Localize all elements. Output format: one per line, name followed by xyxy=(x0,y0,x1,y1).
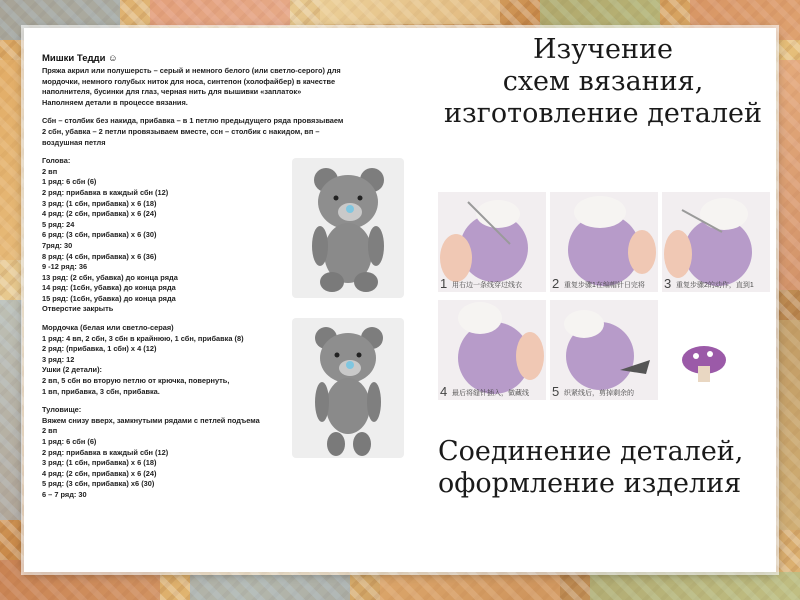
pattern-intro xyxy=(42,66,408,108)
body-line: 2 ряд: прибавка в каждый сбн (12) xyxy=(42,447,169,457)
head-line: Голова: xyxy=(42,156,71,166)
teddy-bear-photo-1 xyxy=(292,158,404,298)
heading-assembly: Соединение деталей, оформление изделия xyxy=(438,436,744,499)
muzzle-line: 1 вп, прибавка, 3 сбн, прибавка. xyxy=(42,386,160,396)
legend-line: Сбн – столбик без накида, прибавка – в 1 петлю предыдущего ряда провязываем xyxy=(42,116,344,126)
head-line: 8 ряд: (4 сбн, прибавка) х 6 (36) xyxy=(42,251,157,261)
muzzle-line: 1 ряд: 4 вп, 2 сбн, 3 сбн в крайнюю, 1 сбн, прибавка (8) xyxy=(42,333,244,343)
head-line: 5 ряд: 24 xyxy=(42,219,75,229)
muzzle-line: 2 вп, 5 сбн во вторую петлю от крючка, повернуть, xyxy=(42,376,230,386)
head-line: Отверстие закрыть xyxy=(42,304,114,314)
head-line: 6 ряд: (3 сбн, прибавка) х 6 (30) xyxy=(42,230,157,240)
muzzle-line: 3 ряд: 12 xyxy=(42,354,75,364)
teddy-bear-photo-2 xyxy=(292,318,404,458)
body-line: 4 ряд: (2 сбн, прибавка) х 6 (24) xyxy=(42,468,157,478)
intro-line: Наполняем детали в процессе вязания. xyxy=(42,97,188,107)
body-line: Вяжем снизу вверх, замкнутыми рядами с петлей подъема xyxy=(42,415,260,425)
legend-line: 2 сбн, убавка – 2 петли провязываем вместе, ссн – столбик с накидом, вп – xyxy=(42,126,320,136)
intro-line: Пряжа акрил или полушерсть – серый и немного белого (или светло-серого) для xyxy=(42,66,341,75)
step-photo-2: 2 重复步骤1在编帽针日完将 xyxy=(550,192,658,292)
muzzle-line: Мордочка (белая или светло-серая) xyxy=(42,323,174,333)
step-photo-5: 5 织紧线后，剪掉剩余的 xyxy=(550,300,658,400)
body-line: 6 – 7 ряд: 30 xyxy=(42,489,87,499)
muzzle-line: 2 ряд: (прибавка, 1 сбн) х 4 (12) xyxy=(42,344,157,354)
head-line: 2 ряд: прибавка в каждый сбн (12) xyxy=(42,187,169,197)
step-photo-3: 3 重复步骤2的动作，直到1 xyxy=(662,192,770,292)
head-line: 4 ряд: (2 сбн, прибавка) х 6 (24) xyxy=(42,209,157,219)
body-line: 1 ряд: 6 сбн (6) xyxy=(42,437,97,446)
head-line: 14 ряд: (1сбн, убавка) до конца ряда xyxy=(42,283,176,293)
body-line: 2 вп xyxy=(42,426,58,436)
intro-line: мордочки, немного голубых ниток для носа, синтепон (холофайбер) в качестве xyxy=(42,76,336,86)
pattern-legend xyxy=(42,116,408,148)
pattern-title: Мишки Тедди ☺ xyxy=(42,53,118,64)
head-line: 9 -12 ряд: 36 xyxy=(42,262,88,272)
head-line: 7ряд: 30 xyxy=(42,240,73,250)
mushroom-icon xyxy=(662,300,770,400)
assembly-steps-collage xyxy=(438,192,772,404)
step-photo-4: 4 最后将缝针插入，做藏线 xyxy=(438,300,546,400)
heading-study-patterns: Изучение схем вязания, изготовление деталей xyxy=(444,34,762,129)
head-line: 15 ряд: (1сбн, убавка) до конца ряда xyxy=(42,293,176,303)
head-line: 1 ряд: 6 сбн (6) xyxy=(42,177,97,187)
head-line: 3 ряд: (1 сбн, прибавка) х 6 (18) xyxy=(42,198,157,208)
intro-line: наполнителя, бусинки для глаз, черная нить для вышивки «заплаток» xyxy=(42,87,302,97)
muzzle-line: Ушки (2 детали): xyxy=(42,365,102,375)
head-line: 13 ряд: (2 сбн, убавка) до конца ряда xyxy=(42,272,178,282)
body-line: Туловище: xyxy=(42,405,82,415)
head-line: 2 вп xyxy=(42,166,58,176)
step-photo-1: 1 用右边一条线穿过线衣 xyxy=(438,192,546,292)
legend-line: воздушная петля xyxy=(42,137,106,147)
body-line: 5 ряд: (3 сбн, прибавка) х6 (30) xyxy=(42,479,155,489)
body-line: 3 ряд: (1 сбн, прибавка) х 6 (18) xyxy=(42,458,157,468)
